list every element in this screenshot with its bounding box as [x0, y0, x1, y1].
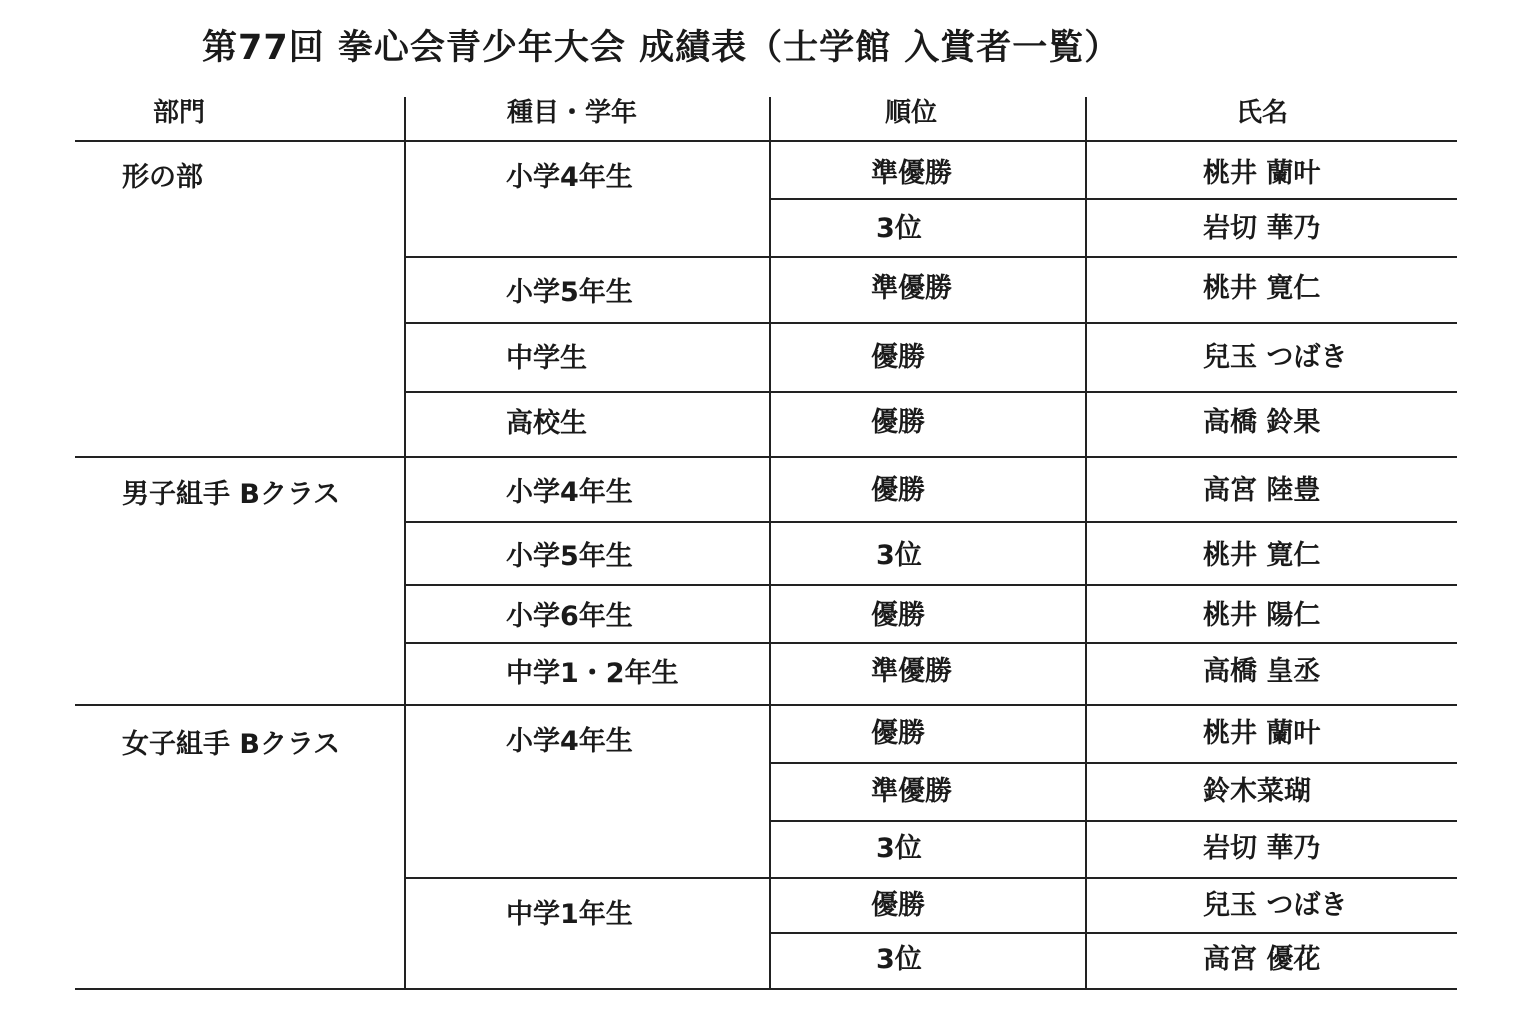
category-label: 形の部 — [122, 162, 203, 193]
results-table — [75, 95, 1457, 991]
column-rule — [404, 97, 406, 990]
name-cell: 兒玉 つばき — [1203, 342, 1348, 373]
name-cell: 高橋 鈴果 — [1203, 407, 1321, 438]
column-rule — [769, 97, 771, 990]
rank-cell: 準優勝 — [871, 273, 952, 304]
event-label: 中学1・2年生 — [506, 658, 679, 689]
name-cell: 兒玉 つばき — [1203, 890, 1348, 921]
header-event: 種目・学年 — [507, 98, 638, 128]
column-rule — [1085, 97, 1087, 990]
header-rank: 順位 — [885, 98, 938, 128]
rank-cell: 優勝 — [871, 718, 925, 749]
rank-cell: 3位 — [876, 540, 922, 571]
section-rule — [75, 704, 1457, 706]
event-label: 小学5年生 — [506, 277, 633, 308]
event-label: 中学生 — [506, 343, 587, 374]
row-rule — [405, 877, 1457, 879]
event-label: 小学4年生 — [506, 162, 633, 193]
page-title: 第77回 拳心会青少年大会 成績表（士学館 入賞者一覧） — [202, 28, 1121, 68]
row-rule — [770, 198, 1457, 200]
name-cell: 岩切 華乃 — [1203, 213, 1321, 244]
header-division: 部門 — [153, 98, 206, 128]
rank-cell: 優勝 — [871, 475, 925, 506]
name-cell: 高宮 陸豊 — [1203, 475, 1321, 506]
rank-cell: 準優勝 — [871, 656, 952, 687]
row-rule — [405, 391, 1457, 393]
name-cell: 鈴木菜瑚 — [1203, 776, 1311, 807]
rank-cell: 優勝 — [871, 600, 925, 631]
event-label: 高校生 — [506, 408, 587, 439]
name-cell: 高橋 皇丞 — [1203, 656, 1321, 687]
row-rule — [770, 932, 1457, 934]
rank-cell: 3位 — [876, 213, 922, 244]
rank-cell: 優勝 — [871, 342, 925, 373]
row-rule — [405, 256, 1457, 258]
name-cell: 桃井 蘭叶 — [1203, 718, 1321, 749]
rank-cell: 3位 — [876, 833, 922, 864]
event-label: 小学4年生 — [506, 726, 633, 757]
event-label: 小学4年生 — [506, 477, 633, 508]
name-cell: 高宮 優花 — [1203, 944, 1321, 975]
header-rule — [75, 140, 1457, 142]
category-label: 女子組手 Bクラス — [122, 729, 341, 760]
rank-cell: 3位 — [876, 944, 922, 975]
row-rule — [770, 820, 1457, 822]
name-cell: 桃井 陽仁 — [1203, 600, 1321, 631]
rank-cell: 優勝 — [871, 890, 925, 921]
rank-cell: 準優勝 — [871, 776, 952, 807]
row-rule — [405, 322, 1457, 324]
row-rule — [405, 642, 1457, 644]
name-cell: 桃井 寛仁 — [1203, 273, 1321, 304]
event-label: 小学5年生 — [506, 541, 633, 572]
event-label: 中学1年生 — [506, 899, 633, 930]
rank-cell: 準優勝 — [871, 158, 952, 189]
bottom-rule — [75, 988, 1457, 990]
header-name: 氏名 — [1236, 98, 1289, 128]
row-rule — [405, 584, 1457, 586]
name-cell: 桃井 寛仁 — [1203, 540, 1321, 571]
event-label: 小学6年生 — [506, 601, 633, 632]
name-cell: 桃井 蘭叶 — [1203, 158, 1321, 189]
row-rule — [405, 521, 1457, 523]
rank-cell: 優勝 — [871, 407, 925, 438]
name-cell: 岩切 華乃 — [1203, 833, 1321, 864]
section-rule — [75, 456, 1457, 458]
category-label: 男子組手 Bクラス — [122, 479, 341, 510]
row-rule — [770, 762, 1457, 764]
